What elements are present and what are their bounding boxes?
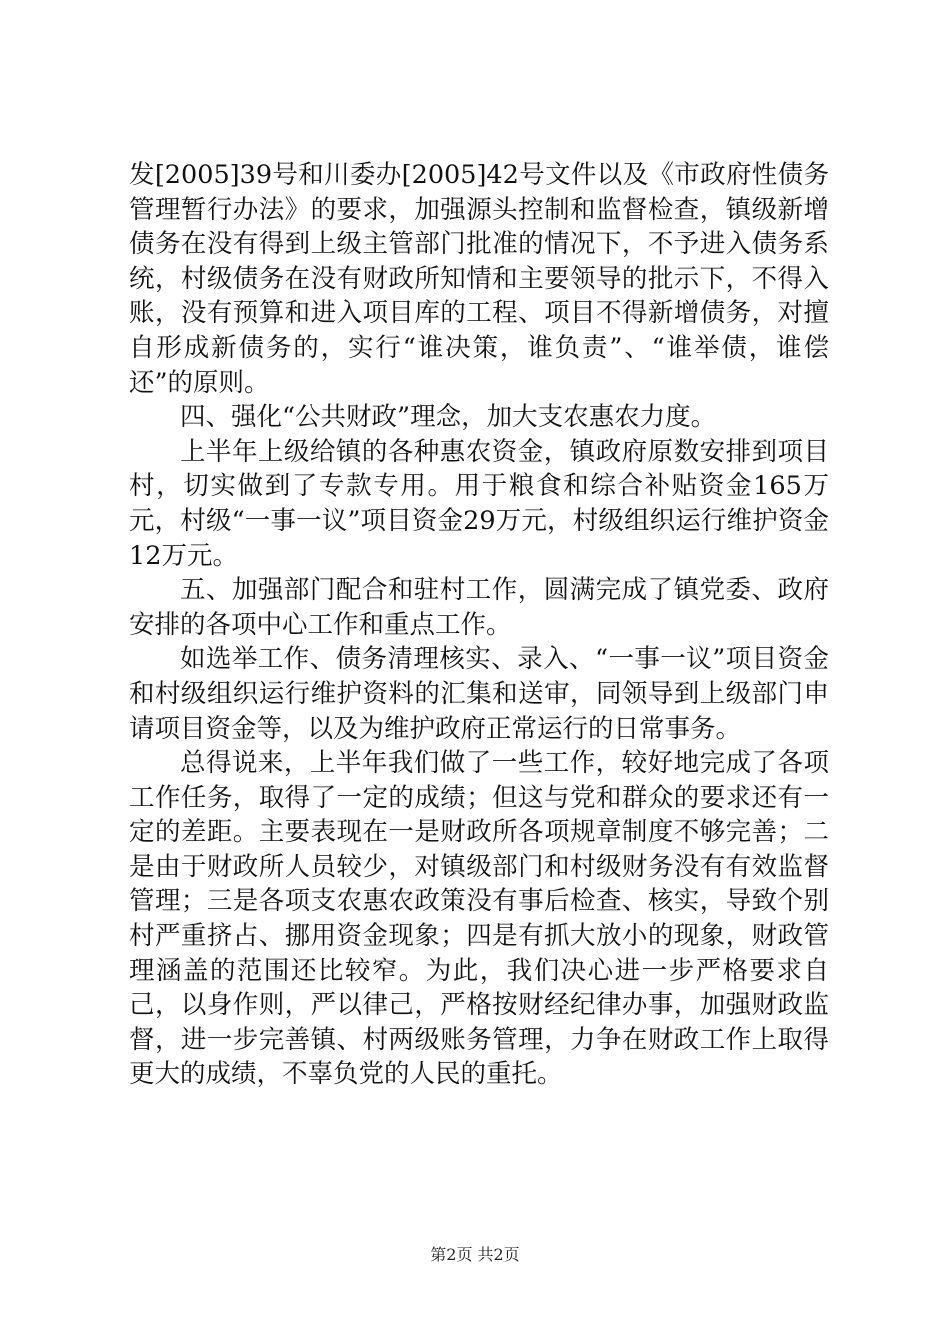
page-footer — [0, 1245, 950, 1265]
heading-section-five: 五、加强部门配合和驻村工作，圆满完成了镇党委、政府安排的各项中心工作和重点工作。 — [129, 575, 829, 640]
paragraph-work-examples: 如选举工作、债务清理核实、录入、“一事一议”项目资金和村级组织运行维护资料的汇集和送审，同领导到上级部门申请项目资金等，以及为维护政府正常运行的日常事务。 — [129, 644, 829, 744]
paragraph-debt-policy: 发[2005]39号和川委办[2005]42号文件以及《市政府性债务管理暂行办法》的要求，加强源头控制和监督检查，镇级新增债务在没有得到上级主管部门批准的情况下，不予进入债务系统，村级债务在没有财政所知情和主要领导的批示下，不得入账，没有预算和进入项目库的工程、项目不得新增债务，对擅自形成新债务的，实行“谁决策，谁负责”、“谁举债，谁偿还”的原则。 — [129, 160, 829, 398]
paragraph-agricultural-funds: 上半年上级给镇的各种惠农资金，镇政府原数安排到项目村，切实做到了专款专用。用于粮食和综合补贴资金165万元，村级“一事一议”项目资金29万元，村级组织运行维护资金12万元。 — [129, 436, 829, 571]
page-number-label: 第2页 共2页 — [430, 1245, 520, 1264]
heading-section-four: 四、强化“公共财政”理念，加大支农惠农力度。 — [180, 402, 717, 433]
paragraph-summary: 总得说来，上半年我们做了一些工作，较好地完成了各项工作任务，取得了一定的成绩；但这与党和群众的要求还有一定的差距。主要表现在一是财政所各项规章制度不够完善；二是由于财政所人员较少，对镇级部门和村级财务没有有效监督管理；三是各项支农惠农政策没有事后检查、核实，导致个别村严重挤占、挪用资金现象；四是有抓大放小的现象，财政管理涵盖的范围还比较窄。为此，我们决心进一步严格要求自己，以身作则，严以律己，严格按财经纪律办事，加强财政监督，进一步完善镇、村两级账务管理，力争在财政工作上取得更大的成绩，不辜负党的人民的重托。 — [129, 748, 829, 1090]
document-body — [129, 158, 829, 1092]
